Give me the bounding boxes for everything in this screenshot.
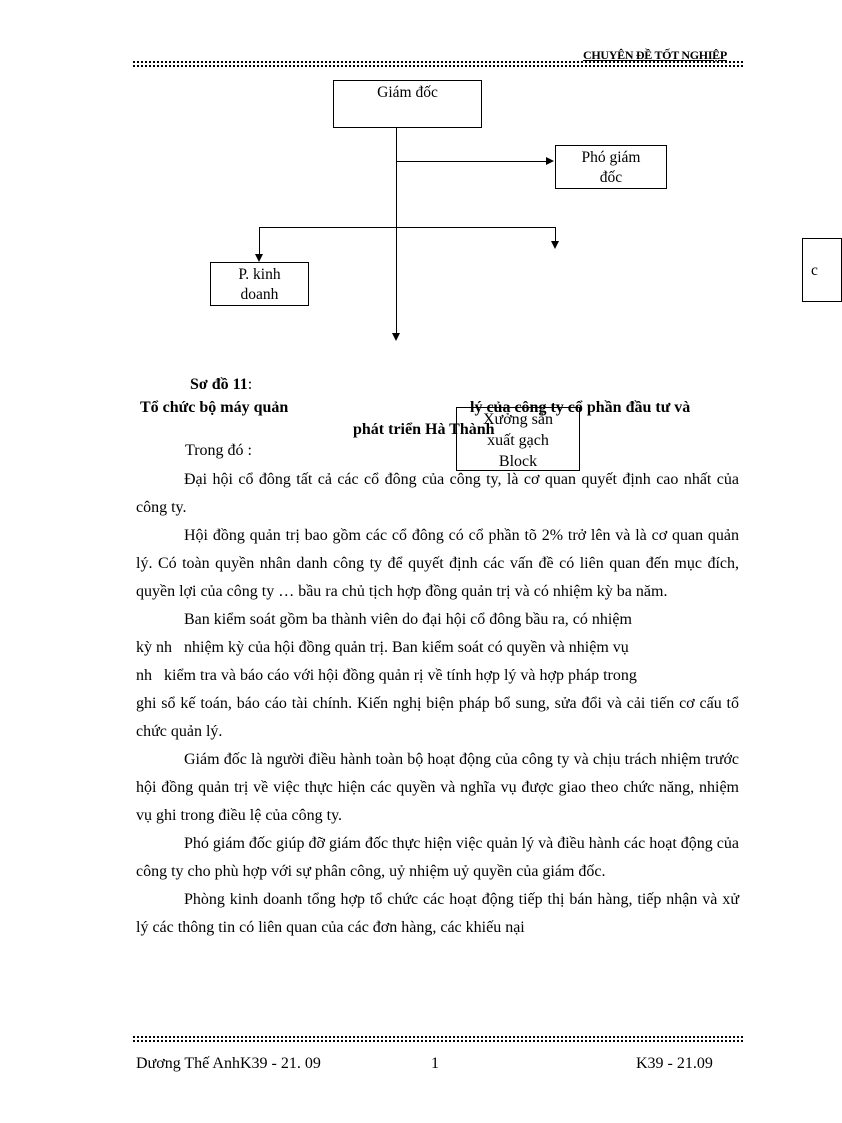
caption-part3: phát triển Hà Thành [353, 421, 495, 438]
caption-colon: : [247, 376, 253, 393]
body-paragraphs [136, 466, 739, 942]
header-divider [133, 61, 743, 63]
footer-class: K39 - 21.09 [636, 1055, 713, 1072]
paragraph-sales: Phòng kinh doanh tổng hợp tổ chức các hoạt động tiếp thị bán hàng, tiếp nhận và xử lý các thông tin có liên quan của các đơn hàng, các khiếu nại [136, 891, 739, 936]
deputy-label-2: đốc [599, 169, 623, 186]
director-box [333, 80, 482, 128]
footer-author: Dương Thế AnhK39 - 21. 09 [136, 1055, 321, 1072]
edge-box-label: c [811, 262, 818, 279]
sales-label-2: doanh [240, 286, 279, 303]
deputy-arrow-icon [546, 157, 554, 165]
sales-box [210, 262, 309, 306]
workshop-label-3: Block [498, 453, 538, 470]
paragraph-shareholders: Đại hội cổ đông tất cả các cổ đông của công ty, là cơ quan quyết định cao nhất của công ty. [136, 471, 739, 516]
footer-page-number: 1 [431, 1055, 439, 1072]
workshop-label-2: xuất gạch [487, 432, 549, 449]
trunk-line [396, 128, 397, 334]
sales-drop-line [259, 227, 260, 254]
deputy-label-1: Phó giám [581, 149, 641, 166]
caption-number [190, 376, 252, 394]
edge-box [802, 238, 842, 302]
paragraph-audit-line1: Ban kiểm soát gồm ba thành viên do đại hội cổ đông bầu ra, có nhiệm [184, 611, 632, 628]
paragraph-audit-line2: kỳ nh nhiệm kỳ của hội đồng quản trị. Ban kiểm soát có quyền và nhiệm vụ [136, 639, 629, 656]
paragraph-audit-line3: nh kiểm tra và báo cáo với hội đồng quản rị về tính hợp lý và hợp pháp trong [136, 667, 637, 684]
paragraph-board: Hội đồng quản trị bao gồm các cổ đông có cổ phần tõ 2% trở lên và là cơ quan quản lý. Có toàn quyền nhân danh công ty để quyết định các vấn đề có liên quan đến mục đích, quyền lợi của công ty … bầu ra chủ tịch hợp đồng quản trị và có nhiệm kỳ ba năm. [136, 527, 739, 600]
deputy-box [555, 145, 667, 189]
workshop-box [456, 407, 580, 471]
right-arrow-icon [551, 241, 559, 249]
paragraph-director: Giám đốc là người điều hành toàn bộ hoạt động của công ty và chịu trách nhiệm trước hội đồng quản trị về việc thực hiện các quyền và nghĩa vụ được giao theo chức năng, nhiệm vụ ghi trong điều lệ của công ty. [136, 751, 739, 824]
trunk-arrow-icon [392, 333, 400, 341]
deputy-connector [396, 161, 546, 162]
workshop-label-1: Xưởng sản [482, 411, 553, 428]
caption-part1: Tổ chức bộ máy quản [140, 399, 289, 416]
paragraph-deputy: Phó giám đốc giúp đỡ giám đốc thực hiện việc quản lý và điều hành các hoạt động của công ty cho phù hợp với sự phân công, uỷ nhiệm uỷ quyền của giám đốc. [136, 835, 739, 880]
director-label: Giám đốc [377, 84, 438, 101]
intro-text: Trong đó : [185, 442, 252, 459]
paragraph-audit-rest: ghi sổ kế toán, báo cáo tài chính. Kiến nghị biện pháp bổ sung, sửa đổi và cải tiến cơ cấu tổ chức quản lý. [136, 695, 739, 740]
sales-label-1: P. kinh [238, 266, 281, 283]
branch-line [259, 227, 556, 228]
caption-part2: lý của công ty cổ phần đầu tư và [470, 399, 691, 416]
header-title: CHUYÊN ĐỀ TỐT NGHIỆP [583, 48, 727, 62]
footer-divider [133, 1036, 743, 1038]
caption-number-text: Sơ đồ 11 [190, 376, 248, 393]
sales-arrow-icon [255, 254, 263, 262]
right-drop-line [555, 227, 556, 241]
